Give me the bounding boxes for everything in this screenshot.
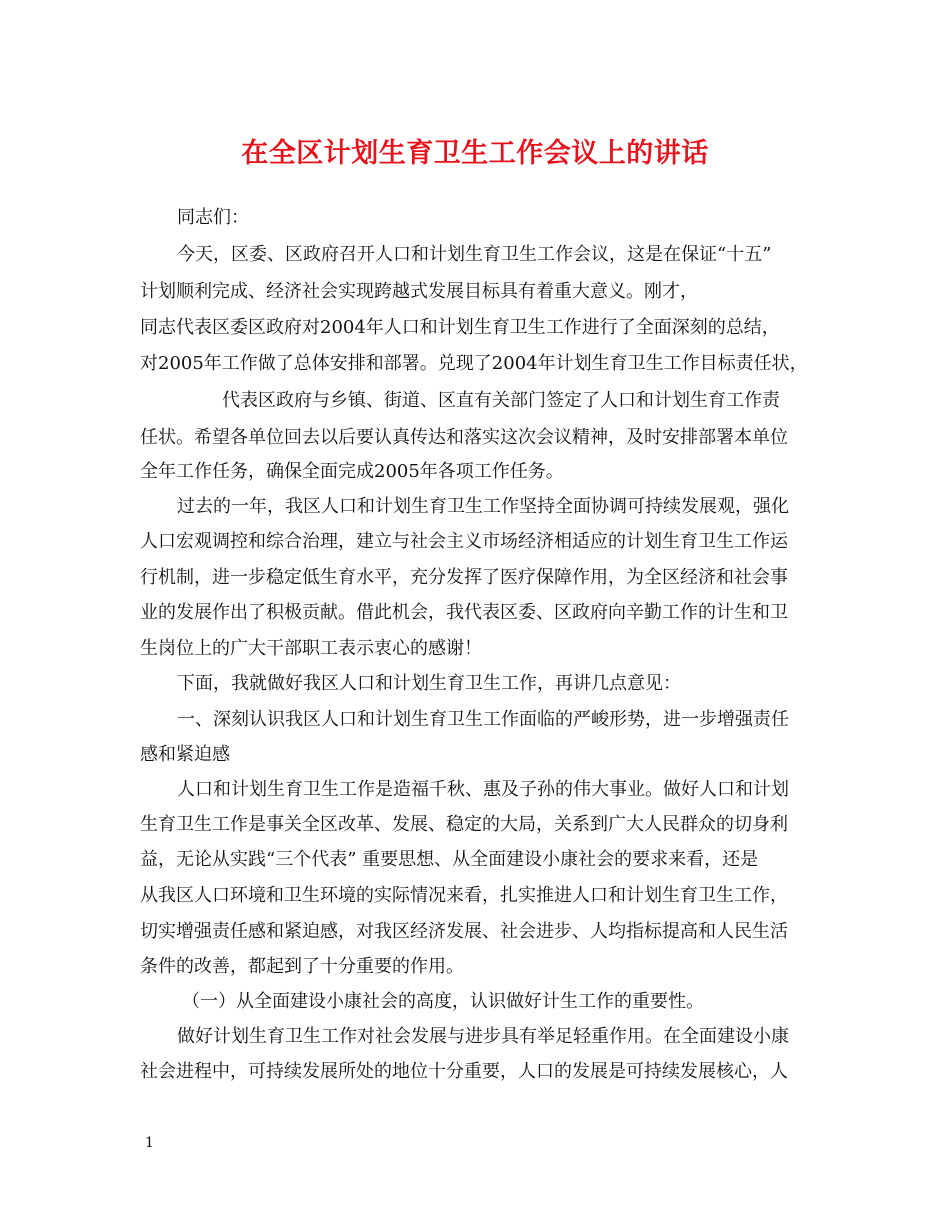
text-line: 人口和计划生育卫生工作是造福千秋、惠及子孙的伟大事业。做好人口和计划 [177, 779, 789, 800]
text-line: 做好计划生育卫生工作对社会发展与进步具有举足轻重作用。在全面建设小康 [177, 1026, 789, 1047]
text-line: 过去的一年，我区人口和计划生育卫生工作坚持全面协调可持续发展观，强化 [177, 496, 789, 517]
text-line: 感和紧迫感 [140, 744, 230, 765]
text-line: 对2005年工作做了总体安排和部署。兑现了2004年计划生育卫生工作目标责任状， [140, 353, 808, 374]
text-line: 从我区人口环境和卫生环境的实际情况来看，扎实推进人口和计划生育卫生工作， [140, 885, 788, 906]
text-line: 切实增强责任感和紧迫感，对我区经济发展、社会进步、人均指标提高和人民生活 [140, 921, 788, 942]
text-line: 全年工作任务，确保全面完成2005年各项工作任务。 [140, 461, 564, 482]
document-title: 在全区计划生育卫生工作会议上的讲话 [241, 138, 709, 169]
text-line: 下面，我就做好我区人口和计划生育卫生工作，再讲几点意见： [177, 673, 681, 694]
text-line: 益，无论从实践“三个代表” 重要思想、从全面建设小康社会的要求来看，还是 [140, 849, 759, 870]
text-line: 计划顺利完成、经济社会实现跨越式发展目标具有着重大意义。刚才， [140, 281, 698, 302]
section-heading: （一）从全面建设小康社会的高度，认识做好计生工作的重要性。 [182, 991, 704, 1012]
text-line: 代表区政府与乡镇、街道、区直有关部门签定了人口和计划生育工作责 [222, 390, 780, 411]
text-line: 人口宏观调控和综合治理，建立与社会主义市场经济相适应的计划生育卫生工作运 [140, 531, 788, 552]
page-number: 1 [145, 1135, 154, 1151]
text-line: 今天，区委、区政府召开人口和计划生育卫生工作会议，这是在保证“十五” [177, 244, 772, 265]
text-line: 条件的改善，都起到了十分重要的作用。 [140, 956, 464, 977]
text-line: 任状。希望各单位回去以后要认真传达和落实这次会议精神，及时安排部署本单位 [140, 427, 788, 448]
text-line: 生岗位上的广大干部职工表示衷心的感谢！ [140, 638, 482, 659]
text-line: 业的发展作出了积极贡献。借此机会，我代表区委、区政府向辛勤工作的计生和卫 [140, 602, 788, 623]
text-line: 一、深刻认识我区人口和计划生育卫生工作面临的严峻形势，进一步增强责任 [177, 709, 789, 730]
text-line: 社会进程中，可持续发展所处的地位十分重要，人口的发展是可持续发展核心，人 [140, 1061, 788, 1082]
text-line: 同志代表区委区政府对2004年人口和计划生育卫生工作进行了全面深刻的总结， [140, 317, 780, 338]
text-line: 行机制，进一步稳定低生育水平，充分发挥了医疗保障作用，为全区经济和社会事 [140, 567, 788, 588]
text-line: 生育卫生工作是事关全区改革、发展、稳定的大局，关系到广大人民群众的切身利 [140, 814, 788, 835]
text-line: 同志们： [177, 207, 249, 228]
